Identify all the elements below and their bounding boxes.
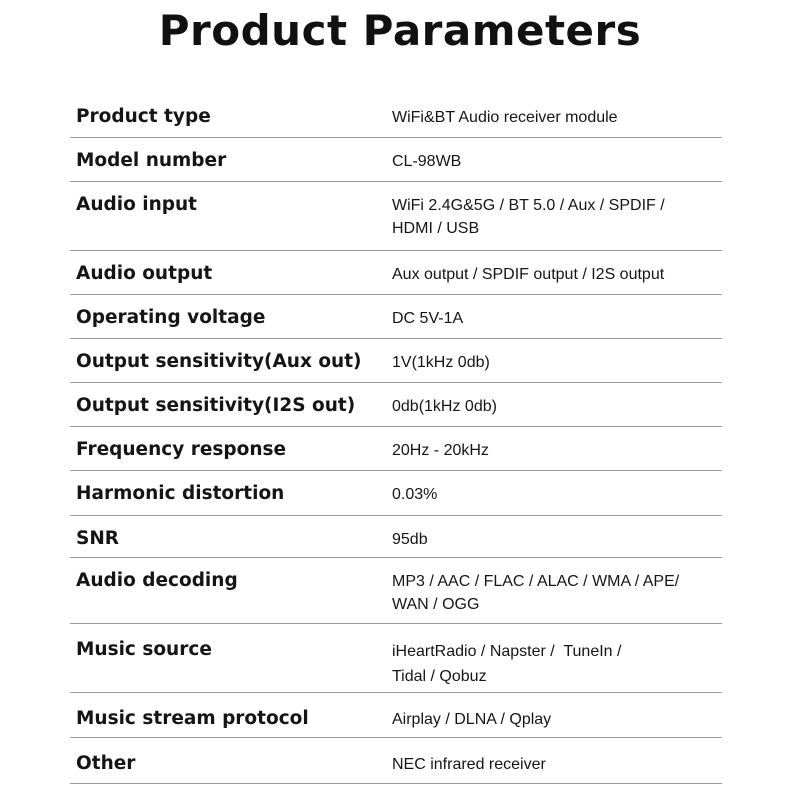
- row-value: CL-98WB: [392, 153, 462, 170]
- row-value: DC 5V-1A: [392, 310, 464, 327]
- table-row-operating-voltage: [70, 295, 722, 339]
- table-row-output-sensitivity-aux: [70, 339, 722, 383]
- row-label: SNR: [76, 528, 120, 549]
- table-row-output-sensitivity-i2s: [70, 383, 722, 427]
- row-label: Harmonic distortion: [76, 483, 285, 504]
- row-label: Music stream protocol: [76, 708, 309, 729]
- table-row-frequency-response: [70, 427, 722, 471]
- table-row-audio-output: [70, 251, 722, 295]
- table-row-music-source: [70, 624, 722, 693]
- row-label: Audio output: [76, 263, 213, 284]
- row-value-line: MP3 / AAC / FLAC / ALAC / WMA / APE/: [392, 573, 680, 590]
- table-row-product-type: [70, 92, 722, 138]
- row-label: Output sensitivity(Aux out): [76, 351, 362, 372]
- page-title: Product Parameters: [158, 6, 642, 55]
- table-row-other: [70, 738, 722, 784]
- row-value-line: WiFi 2.4G&5G / BT 5.0 / Aux / SPDIF /: [392, 197, 665, 214]
- table-row-audio-input: [70, 182, 722, 251]
- row-value: [392, 194, 722, 240]
- row-label: Other: [76, 753, 136, 774]
- row-value: 1V(1kHz 0db): [392, 354, 490, 371]
- row-value-line: WAN / OGG: [392, 596, 480, 613]
- row-value: NEC infrared receiver: [392, 756, 546, 773]
- parameter-table: [70, 92, 722, 784]
- row-value: [392, 639, 722, 689]
- row-label: Product type: [76, 106, 211, 127]
- row-value-line: iHeartRadio / Napster / TuneIn /: [392, 643, 622, 660]
- row-value-line: Tidal / Qobuz: [392, 668, 487, 685]
- row-label: Model number: [76, 150, 227, 171]
- row-label: Operating voltage: [76, 307, 266, 328]
- row-label: Audio input: [76, 194, 197, 215]
- table-row-music-stream-protocol: [70, 693, 722, 738]
- row-value: 95db: [392, 531, 428, 548]
- row-value-line: HDMI / USB: [392, 220, 480, 237]
- row-value: 0db(1kHz 0db): [392, 398, 497, 415]
- row-value: 20Hz - 20kHz: [392, 442, 489, 459]
- row-value: 0.03%: [392, 486, 438, 503]
- row-value: [392, 570, 722, 616]
- row-label: Music source: [76, 639, 212, 660]
- table-row-audio-decoding: [70, 558, 722, 624]
- table-row-model-number: [70, 138, 722, 182]
- row-label: Audio decoding: [76, 570, 238, 591]
- row-label: Output sensitivity(I2S out): [76, 395, 356, 416]
- table-row-snr: [70, 516, 722, 558]
- row-value: Airplay / DLNA / Qplay: [392, 711, 552, 728]
- row-value: WiFi&BT Audio receiver module: [392, 109, 618, 126]
- table-row-harmonic-distortion: [70, 471, 722, 516]
- row-label: Frequency response: [76, 439, 287, 460]
- row-value: Aux output / SPDIF output / I2S output: [392, 266, 665, 283]
